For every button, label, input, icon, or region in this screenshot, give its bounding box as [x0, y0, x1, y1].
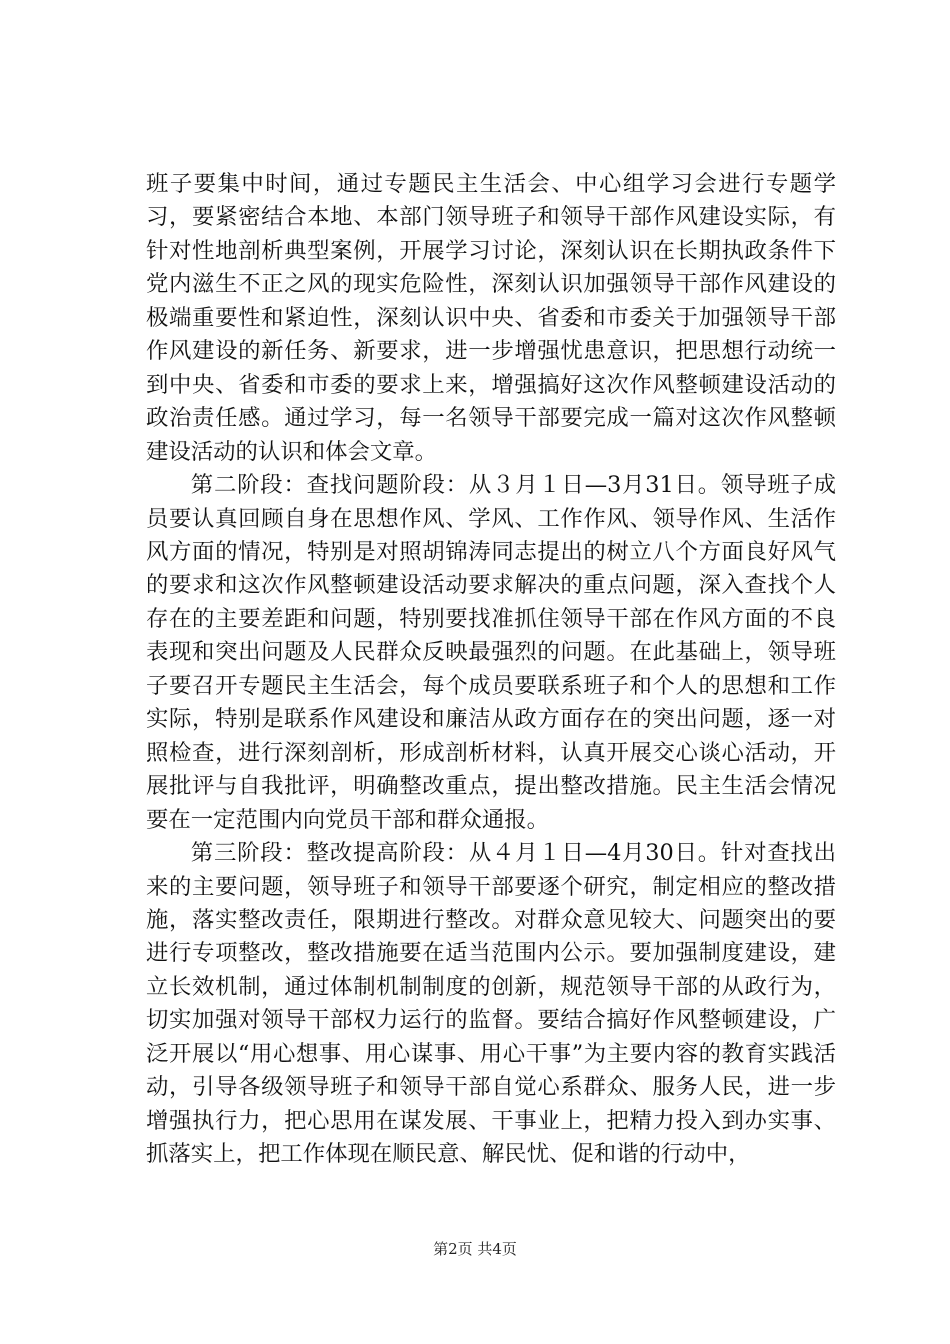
page-footer: 第2页 共4页 [433, 1240, 517, 1258]
body-text [146, 168, 836, 1172]
paragraph-2: 第二阶段：查找问题阶段：从３月１日—3月31日。领导班子成员要认真回顾自身在思想作风、学风、工作作风、领导作风、生活作风方面的情况，特别是对照胡锦涛同志提出的树立八个方面良好风气的要求和这次作风整顿建设活动要求解决的重点问题，深入查找个人存在的主要差距和问题，特别要找准抓住领导干部在作风方面的不良表现和突出问题及人民群众反映最强烈的问题。在此基础上，领导班子要召开专题民主生活会，每个成员要联系班子和个人的思想和工作实际，特别是联系作风建设和廉洁从政方面存在的突出问题，逐一对照检查，进行深刻剖析，形成剖析材料，认真开展交心谈心活动，开展批评与自我批评，明确整改重点，提出整改措施。民主生活会情况要在一定范围内向党员干部和群众通报。 [146, 472, 836, 833]
paragraph-3: 第三阶段：整改提高阶段：从４月１日—4月30日。针对查找出来的主要问题，领导班子和领导干部要逐个研究，制定相应的整改措施，落实整改责任，限期进行整改。对群众意见较大、问题突出的要进行专项整改，整改措施要在适当范围内公示。要加强制度建设，建立长效机制，通过体制机制制度的创新，规范领导干部的从政行为，切实加强对领导干部权力运行的监督。要结合搞好作风整顿建设，广泛开展以“用心想事、用心谋事、用心干事”为主要内容的教育实践活动，引导各级领导班子和领导干部自觉心系群众、服务人民，进一步增强执行力，把心思用在谋发展、干事业上，把精力投入到办实事、抓落实上，把工作体现在顺民意、解民忧、促和谐的行动中， [146, 840, 836, 1168]
paragraph-1: 班子要集中时间，通过专题民主生活会、中心组学习会进行专题学习，要紧密结合本地、本部门领导班子和领导干部作风建设实际，有针对性地剖析典型案例，开展学习讨论，深刻认识在长期执政条件下党内滋生不正之风的现实危险性，深刻认识加强领导干部作风建设的极端重要性和紧迫性，深刻认识中央、省委和市委关于加强领导干部作风建设的新任务、新要求，进一步增强忧患意识，把思想行动统一到中央、省委和市委的要求上来，增强搞好这次作风整顿建设活动的政治责任感。通过学习，每一名领导干部要完成一篇对这次作风整顿建设活动的认识和体会文章。 [146, 171, 836, 465]
